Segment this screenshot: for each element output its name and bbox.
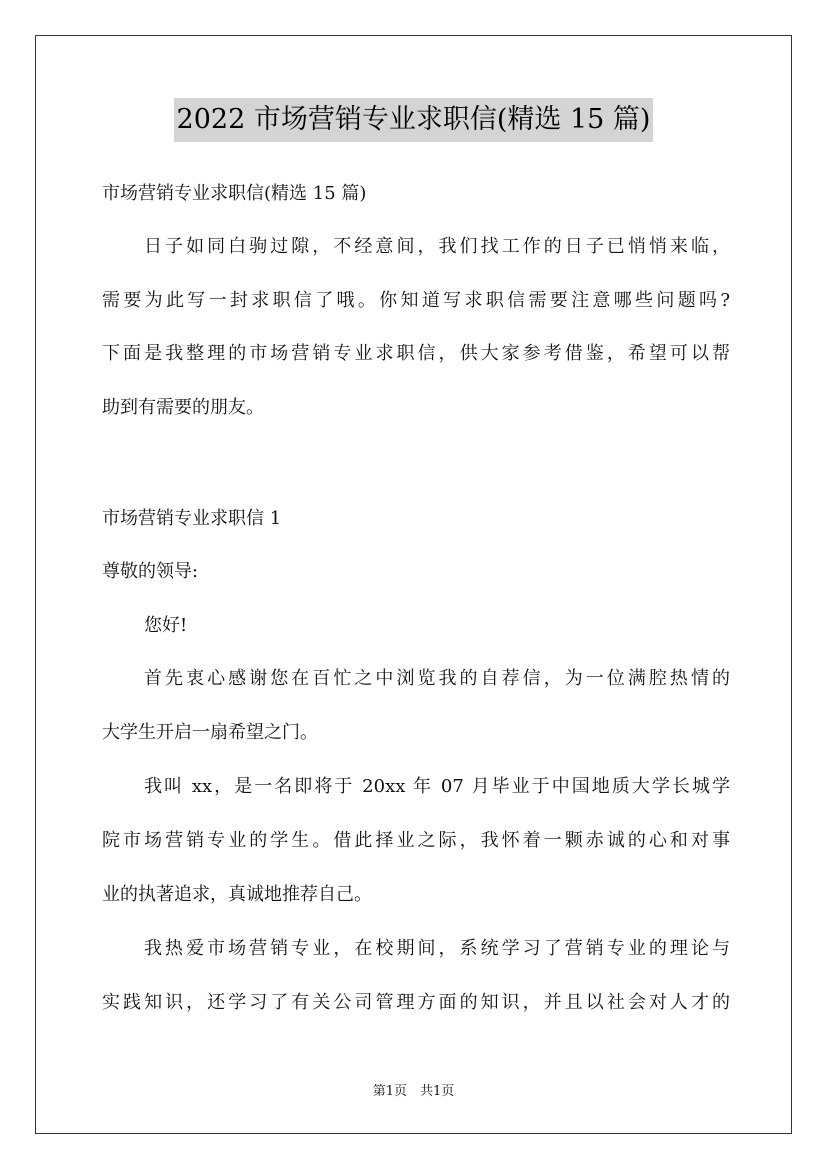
intro-line: 下面是我整理的市场营销专业求职信，供大家参考借鉴，希望可以帮 xyxy=(102,343,730,364)
letter-salutation: 尊敬的领导: xyxy=(102,561,199,582)
document-subtitle: 市场营销专业求职信(精选 15 篇) xyxy=(102,183,367,204)
letter-paragraph-line: 大学生开启一扇希望之门。 xyxy=(102,722,318,743)
intro-line: 助到有需要的朋友。 xyxy=(102,397,264,418)
letter-paragraph-line: 院市场营销专业的学生。借此择业之际，我怀着一颗赤诚的心和对事 xyxy=(102,830,730,851)
letter-paragraph-line: 我叫 xx，是一名即将于 20xx 年 07 月毕业于中国地质大学长城学 xyxy=(144,776,730,797)
letter-paragraph-line: 业的执著追求，真诚地推荐自己。 xyxy=(102,884,372,905)
intro-line: 日子如同白驹过隙，不经意间，我们找工作的日子已悄悄来临， xyxy=(144,236,730,257)
title-container xyxy=(0,98,827,142)
letter-paragraph-line: 首先衷心感谢您在百忙之中浏览我的自荐信，为一位满腔热情的 xyxy=(144,668,730,689)
letter-paragraph-line: 实践知识，还学习了有关公司管理方面的知识，并且以社会对人才的 xyxy=(102,992,730,1013)
letter-greeting: 您好! xyxy=(144,615,188,636)
document-title: 2022 市场营销专业求职信(精选 15 篇) xyxy=(174,98,654,142)
letter-heading: 市场营销专业求职信 1 xyxy=(102,508,282,529)
page-number-footer: 第1页 共1页 xyxy=(372,1084,455,1099)
intro-line: 需要为此写一封求职信了哦。你知道写求职信需要注意哪些问题吗? xyxy=(102,290,730,311)
letter-paragraph-line: 我热爱市场营销专业，在校期间，系统学习了营销专业的理论与 xyxy=(144,938,730,959)
